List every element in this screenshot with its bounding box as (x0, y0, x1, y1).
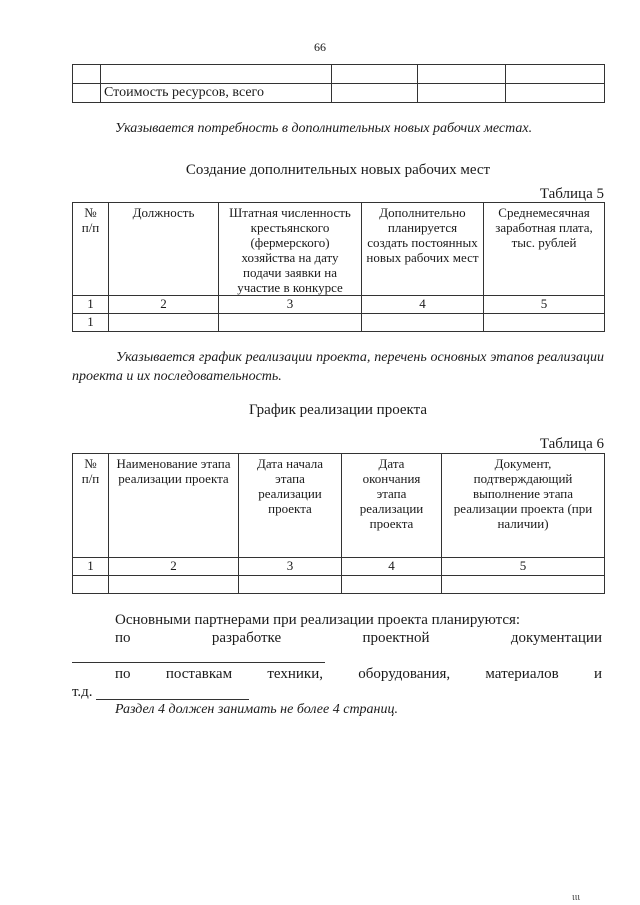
table5-row-cell: 1 (73, 314, 109, 332)
table5-row-cell (219, 314, 362, 332)
table6 (72, 453, 605, 594)
table5-label: Таблица 5 (539, 186, 604, 202)
table6-title: График реализации проекта (248, 402, 428, 418)
table6-row-cell (239, 576, 342, 594)
table6-row-cell (109, 576, 239, 594)
table5-row-cell (362, 314, 484, 332)
section-length-note: Раздел 4 должен занимать не более 4 страниц. (115, 702, 398, 717)
partners-word: проектной (362, 630, 430, 646)
partners-intro: Основными партнерами при реализации проекта планируются: (115, 612, 521, 628)
table5-header-salary: Среднемесячная заработная плата, тыс. рублей (484, 203, 605, 296)
table6-num-cell: 4 (342, 558, 442, 576)
table5-row-cell (109, 314, 219, 332)
corner-mark: ιιι (572, 892, 581, 903)
resource-cost-table (72, 64, 605, 103)
partners-line-supply (115, 666, 602, 683)
table5-header-num: № п/п (73, 203, 109, 296)
partners-word: разработке (211, 630, 282, 646)
table5-num-cell: 5 (484, 296, 605, 314)
table6-header-num: № п/п (73, 454, 109, 558)
partners-word: поставкам (165, 666, 233, 682)
table6-num-cell: 2 (109, 558, 239, 576)
table6-row-cell (442, 576, 605, 594)
note-new-jobs: Указывается потребность в дополнительных новых рабочих местах. (115, 121, 533, 136)
table6-label: Таблица 6 (539, 436, 604, 452)
table5-title: Создание дополнительных новых рабочих мест (185, 162, 491, 178)
note-schedule: Указывается график реализации проекта, перечень основных этапов реализации проекта и их последовательность. (72, 350, 604, 384)
table5-header-planned: Дополнительно планируется создать постоянных новых рабочих мест (362, 203, 484, 296)
table5-num-cell: 2 (109, 296, 219, 314)
partners-word: документации (510, 630, 602, 646)
table5-header-staff: Штатная численность крестьянского (фермерского) хозяйства на дату подачи заявки на участие в конкурсе (219, 203, 362, 296)
partners-word: и (593, 666, 602, 682)
partners-etc: т.д. (72, 684, 93, 700)
partners-word: материалов (485, 666, 559, 682)
partners-word: техники, (267, 666, 323, 682)
design-partner-blank-line (72, 662, 325, 663)
table6-num-cell: 3 (239, 558, 342, 576)
table5 (72, 202, 605, 332)
partners-word: оборудования, (358, 666, 451, 682)
page-number: 66 (314, 40, 326, 54)
table6-header-start: Дата начала этапа реализации проекта (239, 454, 342, 558)
supply-partner-blank-line (96, 699, 249, 700)
table6-num-cell: 5 (442, 558, 605, 576)
partners-word: по (115, 666, 131, 682)
table5-num-cell: 1 (73, 296, 109, 314)
table6-row-cell (342, 576, 442, 594)
table5-row-cell (484, 314, 605, 332)
table6-num-cell: 1 (73, 558, 109, 576)
partners-line-design (115, 630, 602, 647)
table6-header-document: Документ, подтверждающий выполнение этапа реализации проекта (при наличии) (442, 454, 605, 558)
table5-num-cell: 4 (362, 296, 484, 314)
table5-num-cell: 3 (219, 296, 362, 314)
table6-header-end: Дата окончания этапа реализации проекта (342, 454, 442, 558)
partners-word: по (115, 630, 131, 646)
table5-header-position: Должность (109, 203, 219, 296)
table6-header-stage: Наименование этапа реализации проекта (109, 454, 239, 558)
table6-row-cell (73, 576, 109, 594)
total-cost-label: Стоимость ресурсов, всего (101, 84, 332, 103)
